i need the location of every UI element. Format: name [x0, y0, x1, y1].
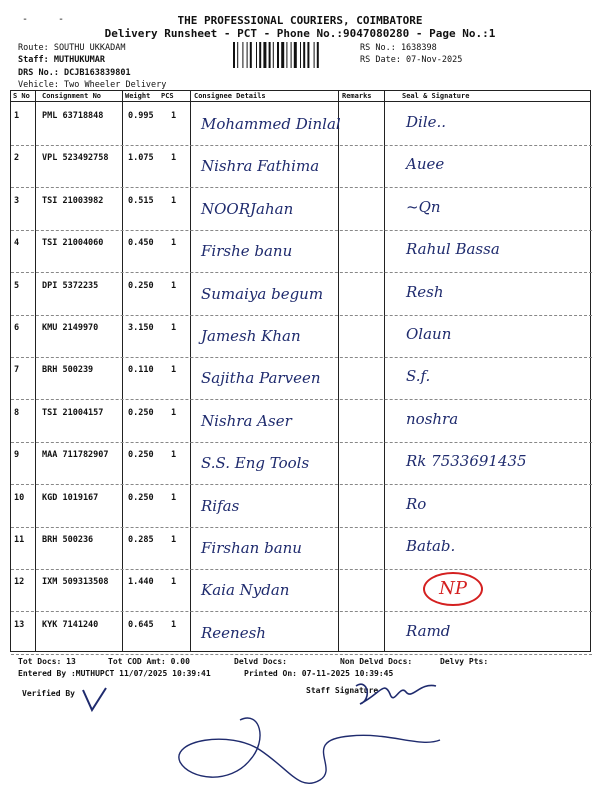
consignment-number: BRH 500236 [42, 535, 94, 545]
consignee-name: Firshan banu [201, 539, 302, 557]
total-cod-amount: Tot COD Amt: 0.00 [108, 657, 190, 666]
corner-mark-right: - [58, 14, 65, 25]
serial-number: 1 [14, 111, 20, 121]
table-row [11, 188, 592, 231]
pcs-value: 1 [171, 450, 177, 461]
weight-value: 1.075 [128, 153, 154, 164]
receiver-signature: Dile.. [406, 113, 447, 131]
delivery-points: Delvy Pts: [440, 657, 489, 666]
runsheet-subtitle: Delivery Runsheet - PCT - Phone No.:9047080280 - Page No.:1 [104, 27, 496, 40]
col-header-sno: S No [13, 92, 30, 100]
weight-value: 0.995 [128, 111, 154, 121]
rs-number: RS No.: 1638398 [360, 43, 437, 53]
consignment-number: TSI 21003982 [42, 195, 104, 206]
consignee-name: Sumaiya begum [201, 284, 324, 303]
total-docs: Tot Docs: 13 [18, 657, 76, 666]
consignment-number: IXM 509313508 [42, 577, 109, 588]
receiver-signature: noshra [406, 409, 459, 428]
pcs-value: 1 [171, 619, 177, 630]
weight-value: 0.110 [128, 365, 154, 376]
pcs-value: 1 [171, 407, 177, 418]
receiver-signature: Resh [406, 282, 444, 301]
barcode-image [233, 42, 353, 68]
consignee-name: S.S. Eng Tools [201, 454, 310, 473]
table-row [11, 442, 592, 485]
table-row [11, 612, 592, 655]
serial-number: 4 [14, 238, 20, 249]
runsheet-table [10, 90, 591, 652]
pcs-value: 1 [171, 492, 177, 503]
serial-number: 12 [14, 577, 25, 588]
corner-mark-left: - [22, 14, 29, 25]
consignee-name: NOORJahan [201, 199, 294, 218]
pcs-value: 1 [171, 111, 177, 121]
weight-value: 0.450 [128, 238, 154, 249]
table-row [11, 315, 592, 358]
consignment-number: MAA 711782907 [42, 450, 109, 461]
printed-on: Printed On: 07-11-2025 10:39:45 [244, 669, 394, 678]
table-row [11, 569, 592, 612]
consignment-number: BRH 500239 [42, 365, 94, 376]
receiver-signature: S.f. [406, 367, 431, 386]
pcs-value: 1 [171, 577, 177, 588]
consignment-number: KYK 7141240 [42, 619, 99, 630]
pcs-value: 1 [171, 280, 177, 291]
staff-text: Staff: MUTHUKUMAR [18, 55, 105, 65]
weight-value: 0.250 [128, 407, 154, 418]
non-delivered-docs: Non Delvd Docs: [340, 657, 413, 666]
consignee-name: Kaia Nydan [201, 581, 290, 600]
serial-number: 2 [14, 153, 20, 164]
weight-value: 0.250 [128, 492, 154, 503]
route-text: Route: SOUTHU UKKADAM [18, 43, 126, 53]
consignment-number: KGD 1019167 [42, 492, 99, 503]
consignee-name: Jamesh Khan [201, 327, 301, 345]
consignee-name: Mohammed Dinlal [201, 115, 341, 133]
verified-by-label: Verified By [22, 689, 75, 698]
consignee-name: Firshe banu [201, 242, 293, 261]
pcs-value: 1 [171, 195, 177, 206]
receiver-signature: Auee [406, 155, 445, 174]
weight-value: 0.645 [128, 619, 154, 630]
drs-number: DRS No.: DCJB163839801 [18, 68, 131, 78]
serial-number: 9 [14, 450, 20, 461]
bottom-signature-scribble [150, 700, 450, 798]
pcs-value: 1 [171, 535, 177, 545]
col-header-signature: Seal & Signature [402, 92, 470, 100]
receiver-signature: Batab. [406, 537, 456, 555]
col-header-consignee: Consignee Details [194, 92, 266, 100]
receiver-signature: Olaun [406, 325, 452, 343]
table-row [11, 103, 592, 146]
serial-number: 6 [14, 323, 20, 333]
consignment-number: KMU 2149970 [42, 323, 99, 333]
serial-number: 13 [14, 619, 25, 630]
col-header-weight: Weight [125, 92, 151, 100]
col-header-remarks: Remarks [342, 92, 372, 100]
table-row [11, 485, 592, 528]
serial-number: 11 [14, 535, 25, 545]
consignee-name: Sajitha Parveen [201, 369, 321, 388]
weight-value: 0.515 [128, 195, 154, 206]
col-header-pcs: PCS [161, 92, 174, 100]
receiver-signature: Rk 7533691435 [406, 452, 527, 471]
serial-number: 10 [14, 492, 25, 503]
col-header-consignment: Consignment No [42, 92, 102, 100]
consignment-number: TSI 21004060 [42, 238, 104, 249]
pcs-value: 1 [171, 323, 177, 333]
consignee-name: Nishra Aser [201, 411, 292, 430]
company-title: THE PROFESSIONAL COURIERS, COIMBATORE [177, 14, 423, 27]
weight-value: 1.440 [128, 577, 154, 588]
serial-number: 5 [14, 280, 20, 291]
rs-date: RS Date: 07-Nov-2025 [360, 55, 463, 65]
table-row [11, 400, 592, 443]
consignment-number: TSI 21004157 [42, 407, 104, 418]
delivered-docs: Delvd Docs: [234, 657, 287, 666]
serial-number: 3 [14, 195, 20, 206]
receiver-signature: Rahul Bassa [406, 240, 500, 259]
pcs-value: 1 [171, 365, 177, 376]
weight-value: 0.250 [128, 450, 154, 461]
not-present-stamp: NP [423, 572, 483, 606]
consignee-name: Nishra Fathima [201, 157, 320, 176]
vehicle-text: Vehicle: Two Wheeler Delivery [18, 80, 167, 90]
consignment-number: DPI 5372235 [42, 280, 99, 291]
consignee-name: Rifas [201, 496, 240, 515]
receiver-signature: ~Qn [406, 197, 441, 216]
consignment-number: VPL 523492758 [42, 153, 109, 164]
receiver-signature: Ramd [406, 621, 451, 640]
table-row [11, 527, 592, 570]
entered-by: Entered By :MUTHUPCT 11/07/2025 10:39:41 [18, 669, 211, 678]
consignment-number: PML 63718848 [42, 111, 104, 121]
weight-value: 0.250 [128, 280, 154, 291]
weight-value: 0.285 [128, 535, 154, 545]
verified-tick-mark [80, 686, 110, 716]
staff-signature-label: Staff Signature [306, 686, 379, 695]
table-row [11, 273, 592, 316]
consignee-name: Reenesh [201, 623, 266, 642]
pcs-value: 1 [171, 238, 177, 249]
serial-number: 8 [14, 407, 20, 418]
pcs-value: 1 [171, 153, 177, 164]
table-row [11, 230, 592, 273]
receiver-signature: Ro [406, 494, 427, 513]
table-row [11, 357, 592, 400]
serial-number: 7 [14, 365, 20, 376]
table-row [11, 145, 592, 188]
weight-value: 3.150 [128, 323, 154, 333]
